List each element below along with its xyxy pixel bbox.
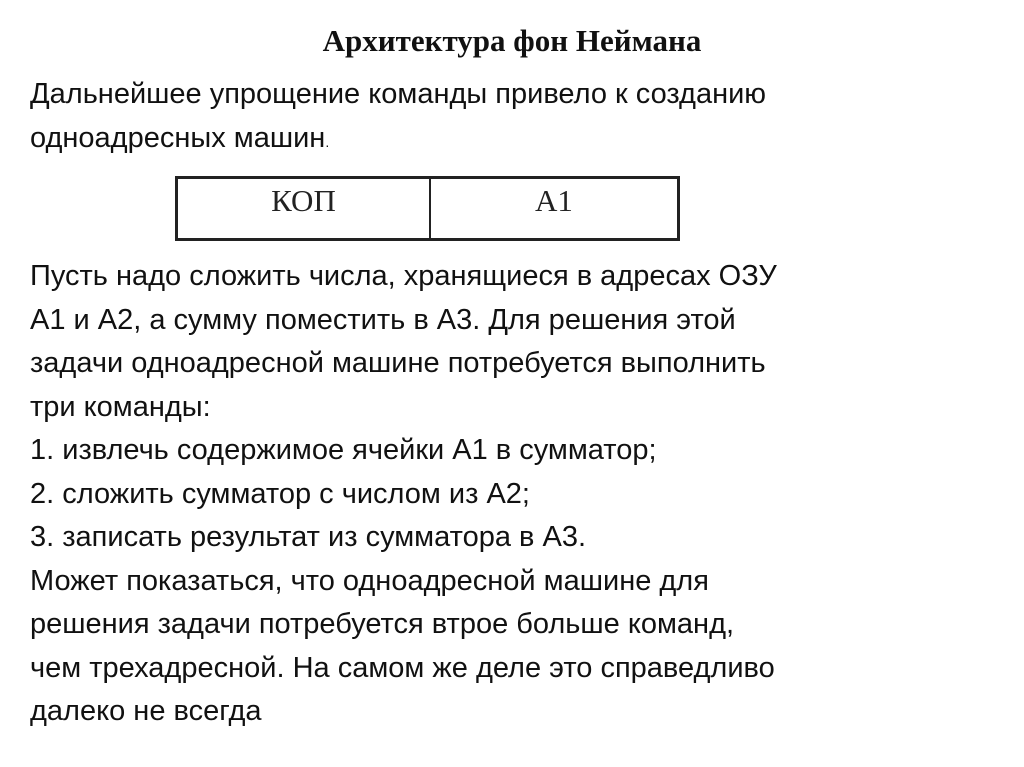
body-line: три команды: <box>30 390 211 423</box>
command-format-table <box>175 176 680 241</box>
body-line: задачи одноадресной машине потребуется выполнить <box>30 347 766 379</box>
intro-line: Дальнейшее упрощение команды привело к созданию <box>30 78 767 110</box>
intro-line <box>30 117 766 165</box>
body-line: далеко не всегда <box>30 695 262 727</box>
opcode-cell: КОП <box>178 179 431 238</box>
body-line: Пусть надо сложить числа, хранящиеся в адресах ОЗУ <box>30 260 777 292</box>
body-line: А1 и А2, а сумму поместить в А3. Для решения этой <box>30 303 736 336</box>
intro-paragraph <box>30 73 766 164</box>
body-line: чем трехадресной. На самом же деле это справедливо <box>30 651 775 684</box>
body-paragraph <box>30 255 777 734</box>
step-2-line: 2. сложить сумматор с числом из А2; <box>30 477 530 510</box>
step-3-line: 3. записать результат из сумматора в А3. <box>30 521 586 553</box>
slide-title: Архитектура фон Неймана <box>322 23 702 58</box>
step-1-line: 1. извлечь содержимое ячейки А1 в сумматор; <box>30 434 657 466</box>
intro-line-text: одноадресных машин <box>30 121 326 154</box>
body-line: Может показаться, что одноадресной машине для <box>30 564 709 597</box>
address-cell: А1 <box>535 183 573 218</box>
body-line: решения задачи потребуется втрое больше команд, <box>30 608 735 640</box>
intro-trailing-dot: . <box>325 133 330 150</box>
